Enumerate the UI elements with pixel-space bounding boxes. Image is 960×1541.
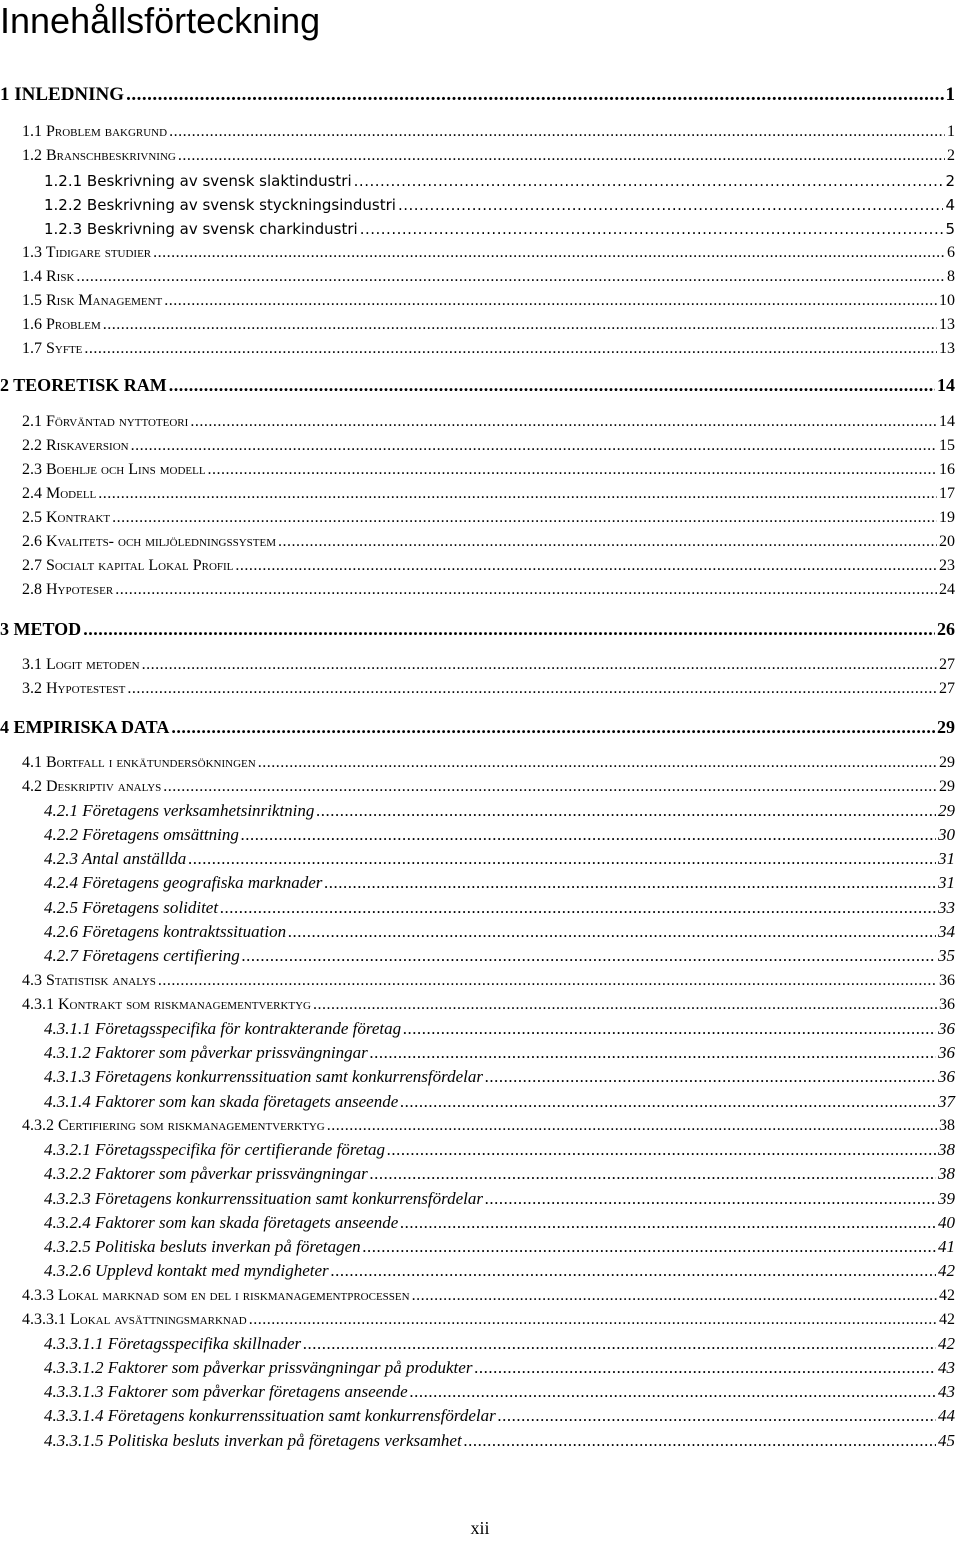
toc-entry-page: 1: [945, 84, 955, 105]
dot-leader: [84, 338, 937, 360]
toc-entry-page: 6: [947, 244, 955, 261]
dot-leader: [398, 194, 944, 216]
dot-leader: [303, 1333, 936, 1355]
toc-entry[interactable]: [0, 824, 955, 846]
dot-leader: [331, 1260, 936, 1282]
toc-entry-page: 35: [938, 946, 955, 965]
toc-entry[interactable]: [0, 872, 955, 894]
toc-entry-label: 4.2.6 Företagens kontraktssituation: [44, 922, 287, 941]
dot-leader: [485, 1066, 936, 1088]
toc-entry-label: 4.2.2 Företagens omsättning: [44, 825, 239, 844]
toc-entry-page: 44: [938, 1406, 955, 1425]
toc-entry-page: 36: [939, 996, 955, 1013]
dot-leader: [188, 848, 936, 870]
toc-entry[interactable]: [0, 654, 955, 676]
toc-entry[interactable]: [0, 1115, 955, 1137]
toc-entry[interactable]: [0, 170, 955, 192]
dot-leader: [178, 145, 945, 167]
toc-entry-label: 4.3.2.6 Upplevd kontakt med myndigheter: [44, 1261, 329, 1280]
toc-entry-label: 1.5 Risk Management: [22, 292, 163, 309]
toc-entry[interactable]: [0, 1163, 955, 1185]
toc-entry-page: 10: [939, 292, 955, 309]
toc-entry-label: 1 INLEDNING: [0, 84, 125, 105]
toc-entry-label: 1.2.3 Beskrivning av svensk charkindustri: [44, 220, 358, 238]
toc-entry-page: 38: [939, 1117, 955, 1134]
toc-entry-page: 8: [947, 268, 955, 285]
toc-entry[interactable]: [0, 1357, 955, 1379]
toc-entry-page: 38: [938, 1164, 955, 1183]
toc-entry-label: 4.2.1 Företagens verksamhetsinriktning: [44, 801, 315, 820]
toc-entry[interactable]: [0, 1139, 955, 1161]
dot-leader: [400, 1212, 936, 1234]
toc-entry-page: 42: [938, 1334, 955, 1353]
dot-leader: [464, 1430, 936, 1452]
toc-entry-label: 4.3.3.1.4 Företagens konkurrenssituation samt konkurrensfördelar: [44, 1406, 496, 1425]
toc-entry-page: 30: [938, 825, 955, 844]
toc-entry-label: 2.4 Modell: [22, 485, 97, 502]
dot-leader: [142, 654, 937, 676]
toc-entry[interactable]: [0, 145, 955, 167]
toc-entry-label: 4.2.7 Företagens certifiering: [44, 946, 240, 965]
toc-entry-label: 4.3.3.1.3 Faktorer som påverkar företagens anseende: [44, 1382, 408, 1401]
dot-leader: [169, 374, 935, 396]
toc-entry[interactable]: [0, 752, 955, 774]
toc-entry-page: 43: [938, 1358, 955, 1377]
toc-entry-label: 2.7 Socialt kapital Lokal Profil: [22, 557, 234, 574]
toc-entry-label: 4.2.3 Antal anställda: [44, 849, 187, 868]
toc-entry[interactable]: [0, 266, 955, 288]
toc-entry-page: 39: [938, 1189, 955, 1208]
toc-entry-label: 1.3 Tidigare studier: [22, 244, 152, 261]
toc-entry-label: 4.3.1.1 Företagsspecifika för kontrakterande företag: [44, 1019, 402, 1038]
toc-entry-page: 38: [938, 1140, 955, 1159]
dot-leader: [158, 970, 937, 992]
toc-entry[interactable]: [0, 970, 955, 992]
toc-entry-page: 23: [939, 557, 955, 574]
toc-entry-page: 1: [947, 123, 955, 140]
toc-entry-label: 1.4 Risk: [22, 268, 75, 285]
toc-entry-label: 4.3.3.1 Lokal avsättningsmarknad: [22, 1311, 247, 1328]
toc-entry[interactable]: [0, 459, 955, 481]
dot-leader: [498, 1405, 936, 1427]
dot-leader: [324, 872, 936, 894]
toc-entry-page: 26: [937, 619, 955, 639]
toc-entry-label: 4.3.3 Lokal marknad som en del i riskmanagementprocessen: [22, 1287, 410, 1304]
dot-leader: [83, 618, 935, 640]
toc-entry-label: 2.2 Riskaversion: [22, 437, 129, 454]
toc-entry-label: 2.3 Boehlje och Lins modell: [22, 461, 206, 478]
toc-entry-label: 4.3.2.4 Faktorer som kan skada företagets anseende: [44, 1213, 399, 1232]
toc-entry-label: 4.3.2 Certifiering som riskmanagementverktyg: [22, 1117, 325, 1134]
dot-leader: [474, 1357, 936, 1379]
toc-entry[interactable]: [0, 338, 955, 360]
toc-entry-page: 17: [939, 485, 955, 502]
toc-entry-page: 33: [938, 898, 955, 917]
toc-entry[interactable]: [0, 618, 955, 640]
dot-leader: [258, 752, 937, 774]
toc-entry[interactable]: [0, 1236, 955, 1258]
toc-entry[interactable]: [0, 1018, 955, 1040]
toc-entry[interactable]: [0, 800, 955, 822]
toc-entry-page: 14: [937, 375, 955, 395]
toc-entry[interactable]: [0, 1042, 955, 1064]
toc-entry[interactable]: [0, 945, 955, 967]
toc-entry[interactable]: [0, 1091, 955, 1113]
toc-entry-label: 4.3.2.2 Faktorer som påverkar prissvängningar: [44, 1164, 368, 1183]
toc-entry[interactable]: [0, 84, 955, 106]
toc-entry-page: 16: [939, 461, 955, 478]
toc-entry[interactable]: [0, 507, 955, 529]
toc-entry[interactable]: [0, 579, 955, 601]
dot-leader: [249, 1309, 937, 1331]
toc-entry-label: 3.2 Hypotestest: [22, 680, 126, 697]
toc-entry-page: 37: [938, 1092, 955, 1111]
dot-leader: [112, 507, 937, 529]
toc-entry[interactable]: [0, 374, 955, 396]
toc-entry[interactable]: [0, 1405, 955, 1427]
toc-entry[interactable]: [0, 897, 955, 919]
dot-leader: [241, 824, 936, 846]
dot-leader: [115, 579, 937, 601]
dot-leader: [410, 1381, 936, 1403]
toc-entry-page: 45: [938, 1431, 955, 1450]
toc-entry-label: 4.3.3.1.2 Faktorer som påverkar prissvängningar på produkter: [44, 1358, 473, 1377]
dot-leader: [164, 290, 937, 312]
dot-leader: [387, 1139, 936, 1161]
dot-leader: [327, 1115, 937, 1137]
dot-leader: [98, 483, 937, 505]
dot-leader: [370, 1042, 936, 1064]
toc-entry-label: 4.2 Deskriptiv analys: [22, 778, 162, 795]
toc-entry-page: 34: [938, 922, 955, 941]
toc-entry-page: 36: [938, 1043, 955, 1062]
toc-entry-label: 4.3.1.2 Faktorer som påverkar prissvängningar: [44, 1043, 368, 1062]
dot-leader: [163, 776, 937, 798]
toc-entry-page: 36: [938, 1019, 955, 1038]
dot-leader: [235, 555, 937, 577]
dot-leader: [131, 435, 937, 457]
toc-entry-page: 29: [938, 801, 955, 820]
toc-entry-page: 31: [938, 873, 955, 892]
dot-leader: [278, 531, 937, 553]
toc-entry-label: 1.1 Problem bakgrund: [22, 123, 168, 140]
toc-entry[interactable]: [0, 218, 955, 240]
toc-entry[interactable]: [0, 848, 955, 870]
toc-entry-label: 4.2.5 Företagens soliditet: [44, 898, 219, 917]
toc-entry-label: 2.5 Kontrakt: [22, 509, 111, 526]
dot-leader: [485, 1188, 936, 1210]
toc-entry[interactable]: [0, 1066, 955, 1088]
toc-entry[interactable]: [0, 776, 955, 798]
dot-leader: [360, 218, 944, 240]
toc-entry-page: 24: [939, 581, 955, 598]
dot-leader: [153, 242, 945, 264]
toc-entry-label: 4.3.1 Kontrakt som riskmanagementverktyg: [22, 996, 311, 1013]
toc-entry-page: 27: [939, 680, 955, 697]
toc-entry[interactable]: [0, 483, 955, 505]
toc-entry-label: 1.2.2 Beskrivning av svensk styckningsindustri: [44, 196, 396, 214]
dot-leader: [190, 411, 937, 433]
toc-entry-page: 14: [939, 413, 955, 430]
dot-leader: [208, 459, 937, 481]
toc-entry[interactable]: [0, 994, 955, 1016]
dot-leader: [316, 800, 936, 822]
toc-entry-page: 31: [938, 849, 955, 868]
toc-entry-label: 1.2.1 Beskrivning av svensk slaktindustri: [44, 172, 352, 190]
dot-leader: [127, 678, 937, 700]
toc-entry[interactable]: [0, 1309, 955, 1331]
dot-leader: [103, 314, 937, 336]
toc-entry-label: 1.2 Branschbeskrivning: [22, 147, 176, 164]
dot-leader: [370, 1163, 936, 1185]
dot-leader: [242, 945, 936, 967]
toc-entry-page: 43: [938, 1382, 955, 1401]
toc-entry-label: 4.3.2.5 Politiska besluts inverkan på företagen: [44, 1237, 361, 1256]
toc-entry-page: 36: [939, 972, 955, 989]
toc-entry-label: 3.1 Logit metoden: [22, 656, 140, 673]
toc-entry-label: 2.1 Förväntad nyttoteori: [22, 413, 189, 430]
toc-entry-page: 2: [947, 147, 955, 164]
toc-entry[interactable]: [0, 194, 955, 216]
toc-entry-page: 29: [939, 754, 955, 771]
toc-entry-page: 40: [938, 1213, 955, 1232]
toc-entry-label: 4.3.2.1 Företagsspecifika för certifierande företag: [44, 1140, 386, 1159]
toc-entry[interactable]: [0, 411, 955, 433]
toc-entry-label: 4.3.2.3 Företagens konkurrenssituation samt konkurrensfördelar: [44, 1189, 483, 1208]
toc-entry-page: 4: [945, 196, 955, 214]
toc-entry[interactable]: [0, 921, 955, 943]
toc-entry[interactable]: [0, 1260, 955, 1282]
toc-entry[interactable]: [0, 314, 955, 336]
toc-entry[interactable]: [0, 121, 955, 143]
page-number: xii: [470, 1518, 490, 1538]
page-title: Innehållsförteckning: [0, 0, 321, 41]
toc-entry-page: 36: [938, 1067, 955, 1086]
toc-entry[interactable]: [0, 716, 955, 738]
toc-entry-label: 2 TEORETISK RAM: [0, 375, 167, 395]
toc-entry[interactable]: [0, 1188, 955, 1210]
toc-entry-label: 4.3 Statistisk analys: [22, 972, 156, 989]
toc-entry-label: 4.3.1.4 Faktorer som kan skada företagets anseende: [44, 1092, 399, 1111]
toc-entry-label: 4.3.3.1.5 Politiska besluts inverkan på företagens verksamhet: [44, 1431, 462, 1450]
toc-entry-page: 27: [939, 656, 955, 673]
toc-entry[interactable]: [0, 531, 955, 553]
toc-entry[interactable]: [0, 290, 955, 312]
toc-entry-label: 1.6 Problem: [22, 316, 101, 333]
dot-leader: [169, 121, 945, 143]
dot-leader: [354, 170, 944, 192]
toc-entry-label: 4 EMPIRISKA DATA: [0, 717, 170, 737]
toc-entry-label: 4.1 Bortfall i enkätundersökningen: [22, 754, 256, 771]
dot-leader: [220, 897, 936, 919]
dot-leader: [126, 84, 943, 106]
toc-entry[interactable]: [0, 435, 955, 457]
dot-leader: [403, 1018, 936, 1040]
toc-entry[interactable]: [0, 1430, 955, 1452]
toc-entry[interactable]: [0, 1333, 955, 1355]
toc-entry-page: 42: [939, 1287, 955, 1304]
toc-entry-label: 2.8 Hypoteser: [22, 581, 114, 598]
toc-entry-label: 3 METOD: [0, 619, 82, 639]
toc-entry-label: 4.3.1.3 Företagens konkurrenssituation samt konkurrensfördelar: [44, 1067, 483, 1086]
toc-entry[interactable]: [0, 678, 955, 700]
toc-entry-page: 20: [939, 533, 955, 550]
toc-entry-page: 42: [939, 1311, 955, 1328]
dot-leader: [288, 921, 936, 943]
toc-entry-page: 15: [939, 437, 955, 454]
dot-leader: [171, 716, 935, 738]
toc-entry-page: 42: [938, 1261, 955, 1280]
toc-entry-page: 29: [937, 717, 955, 737]
toc-entry-page: 2: [945, 172, 955, 190]
toc-entry-label: 2.6 Kvalitets- och miljöledningssystem: [22, 533, 277, 550]
toc-entry[interactable]: [0, 1381, 955, 1403]
dot-leader: [313, 994, 937, 1016]
toc-entry-page: 29: [939, 778, 955, 795]
toc-entry-page: 13: [939, 316, 955, 333]
dot-leader: [400, 1091, 936, 1113]
toc-entry-page: 41: [938, 1237, 955, 1256]
dot-leader: [76, 266, 945, 288]
toc-entry-label: 4.3.3.1.1 Företagsspecifika skillnader: [44, 1334, 302, 1353]
toc-entry-page: 5: [945, 220, 955, 238]
dot-leader: [363, 1236, 936, 1258]
toc-entry[interactable]: [0, 1212, 955, 1234]
toc-entry-label: 4.2.4 Företagens geografiska marknader: [44, 873, 323, 892]
toc-entry[interactable]: [0, 555, 955, 577]
toc-entry-page: 13: [939, 340, 955, 357]
toc-entry-label: 1.7 Syfte: [22, 340, 83, 357]
toc-entry[interactable]: [0, 242, 955, 264]
toc-entry-page: 19: [939, 509, 955, 526]
dot-leader: [412, 1285, 937, 1307]
toc-entry[interactable]: [0, 1285, 955, 1307]
